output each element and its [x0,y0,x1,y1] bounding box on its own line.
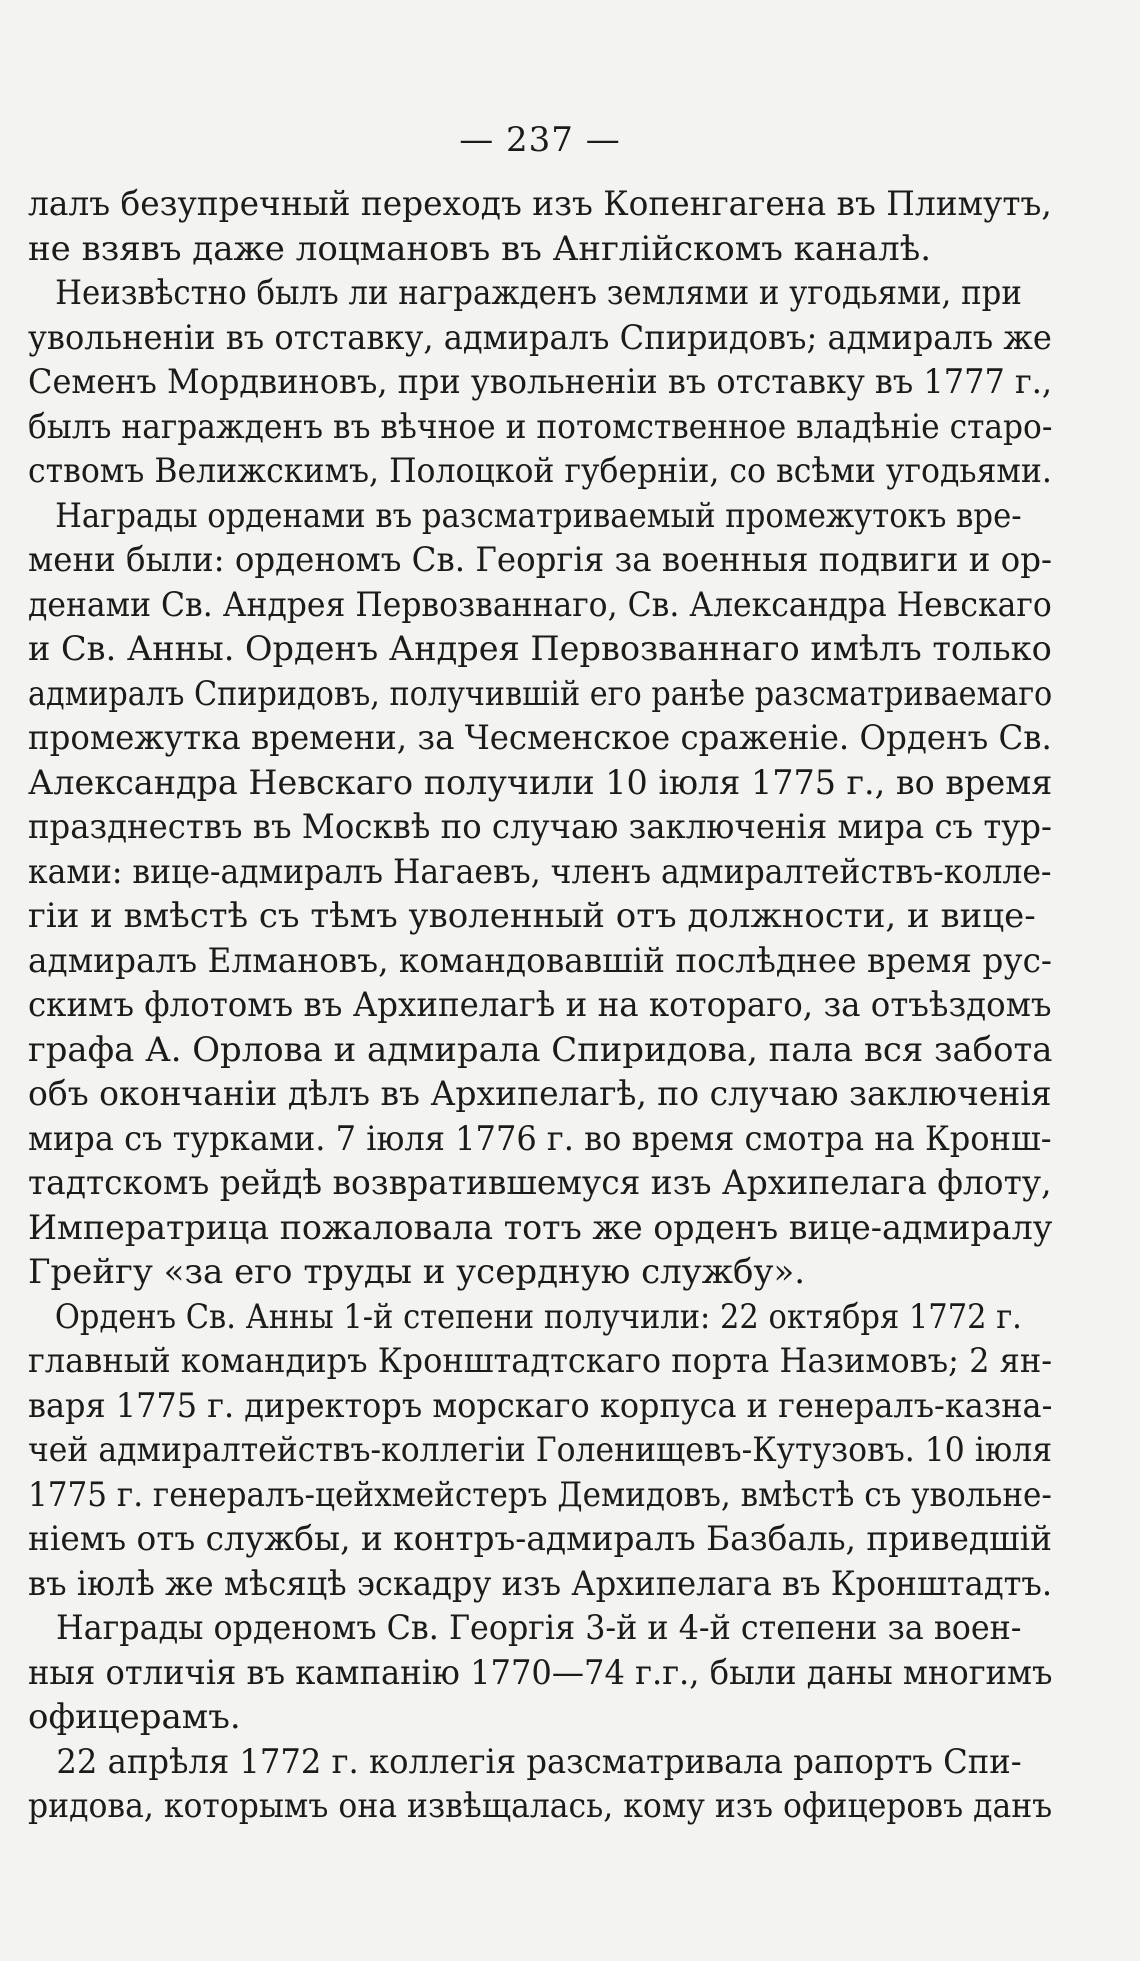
text-line: ніемъ отъ службы, и контръ-адмиралъ Базбаль, приведшій [28,1519,1052,1559]
paragraph [28,494,1052,1295]
text-line: промежутка времени, за Чесменское сраженіе. Орденъ Св. [28,718,1052,758]
text-line: адмиралъ Елмановъ, командовавшій послѣднее время рус- [28,940,1052,981]
text-line: 1775 г. генералъ-цейхмейстеръ Демидовъ, вмѣстѣ съ увольне- [28,1474,1052,1515]
text-line: мира съ турками. 7 іюля 1776 г. во время смотра на Кронш- [28,1118,1052,1159]
text-line: адмиралъ Спиридовъ, получившій его ранѣе разсматриваемаго [28,673,1053,714]
paragraph [28,1740,1052,1829]
paragraph [28,182,1052,271]
text-line: въ іюлѣ же мѣсяцѣ эскадру изъ Архипелага въ Кронштадтъ. [28,1563,1053,1604]
paragraph [28,1606,1052,1740]
page-number: — 237 — [459,120,621,160]
text-line: былъ награжденъ въ вѣчное и потомственное владѣніе старо- [28,406,1053,447]
text-line: денами Св. Андрея Первозваннаго, Св. Александра Невскаго [28,584,1052,625]
text-line: офицерамъ. [28,1697,241,1737]
text-line: празднествъ въ Москвѣ по случаю заключенія мира съ тур- [28,807,1052,847]
text-line: ствомъ Велижскимъ, Полоцкой губерніи, со всѣми угодьями. [28,451,1052,491]
text-line: тадтскомъ рейдѣ возвратившемуся изъ Архипелага флоту, [28,1163,1052,1203]
text-line: Награды орденами въ разсматриваемый промежутокъ вре- [55,495,1022,536]
paragraph [28,1295,1052,1607]
text-line: скимъ флотомъ въ Архипелагѣ и на котораго, за отъѣздомъ [28,985,1052,1025]
text-line: Орденъ Св. Анны 1-й степени получили: 22 октября 1772 г. [54,1296,1022,1337]
text-line: 22 апрѣля 1772 г. коллегія разсматривала рапортъ Спи- [56,1741,1022,1782]
page-text [28,182,1052,1829]
text-line: лалъ безупречный переходъ изъ Копенгагена въ Плимутъ, [28,184,1052,224]
text-line: чей адмиралтействъ-коллегіи Голенищевъ-Кутузовъ. 10 іюля [28,1430,1053,1470]
text-line: Неизвѣстно былъ ли награжденъ землями и угодьями, при [55,273,1022,313]
text-line: графа А. Орлова и адмирала Спиридова, пала вся забота [28,1029,1053,1070]
text-line: Награды орденомъ Св. Георгія 3-й и 4-й степени за воен- [56,1608,1022,1648]
text-line: Александра Невскаго получили 10 іюля 1775 г., во время [28,762,1053,803]
text-line: ныя отличія въ кампанію 1770—74 г.г., были даны многимъ [28,1652,1053,1693]
text-line: увольненіи въ отставку, адмиралъ Спиридовъ; адмиралъ же [28,317,1052,358]
text-line: Семенъ Мордвиновъ, при увольненіи въ отставку въ 1777 г., [28,362,1053,402]
text-line: варя 1775 г. директоръ морскаго корпуса и генералъ-казна- [28,1385,1053,1426]
text-line: и Св. Анны. Орденъ Андрея Первозваннаго имѣлъ только [28,629,1052,669]
text-line: не взявъ даже лоцмановъ въ Англійскомъ каналѣ. [28,228,932,269]
text-line: главный командиръ Кронштадтскаго порта Назимовъ; 2 ян- [28,1341,1053,1381]
text-line: Грейгу «за его труды и усердную службу». [28,1252,806,1292]
text-line: Императрица пожаловала тотъ же орденъ вице-адмиралу [28,1207,1053,1248]
text-line: гіи и вмѣстѣ съ тѣмъ уволенный отъ должности, и вице- [28,896,1036,936]
text-line: ридова, которымъ она извѣщалась, кому изъ офицеровъ данъ [28,1786,1053,1826]
paragraph [28,271,1052,494]
text-line: объ окончаніи дѣлъ въ Архипелагѣ, по случаю заключенія [28,1074,1052,1114]
text-line: ками: вице-адмиралъ Нагаевъ, членъ адмиралтействъ-колле- [28,851,1052,892]
text-line: мени были: орденомъ Св. Георгія за военныя подвиги и ор- [28,540,1052,580]
